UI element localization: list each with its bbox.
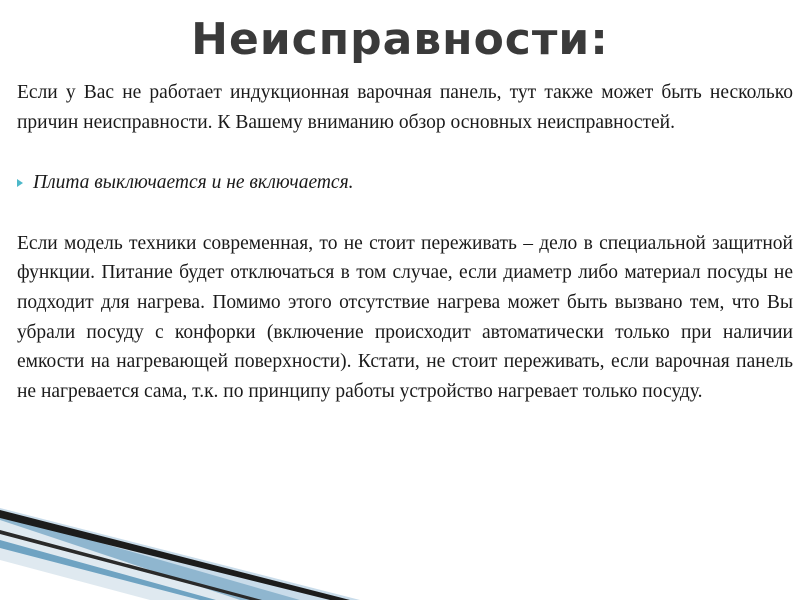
bullet-item <box>17 168 793 198</box>
stripe-hatch <box>0 520 240 600</box>
slide-title: Неисправности: <box>191 14 609 65</box>
spacer <box>17 137 793 168</box>
slide-body <box>17 78 793 406</box>
intro-paragraph: Если у Вас не работает индукционная варочная панель, тут также может быть несколько причин неисправности. К Вашему вниманию обзор основных неисправностей. <box>17 82 793 133</box>
explanation-paragraph: Если модель техники современная, то не стоит переживать – дело в специальной защитной функции. Питание будет отключаться в том случае, если диаметр либо материал посуды не подходит для нагрева. Помимо этого отсутствие нагрева может быть вызвано тем, что Вы убрали посуду с конфорки (включение происходит автоматически только при наличии емкости на нагревающей поверхности). Кстати, не стоит переживать, если варочная панель не нагревается сама, т.к. по принципу работы устройство нагревает только посуду. <box>17 232 793 402</box>
bullet-text: Плита выключается и не включается. <box>33 172 354 194</box>
bullet-arrow-icon <box>17 179 23 187</box>
spacer <box>17 198 793 229</box>
